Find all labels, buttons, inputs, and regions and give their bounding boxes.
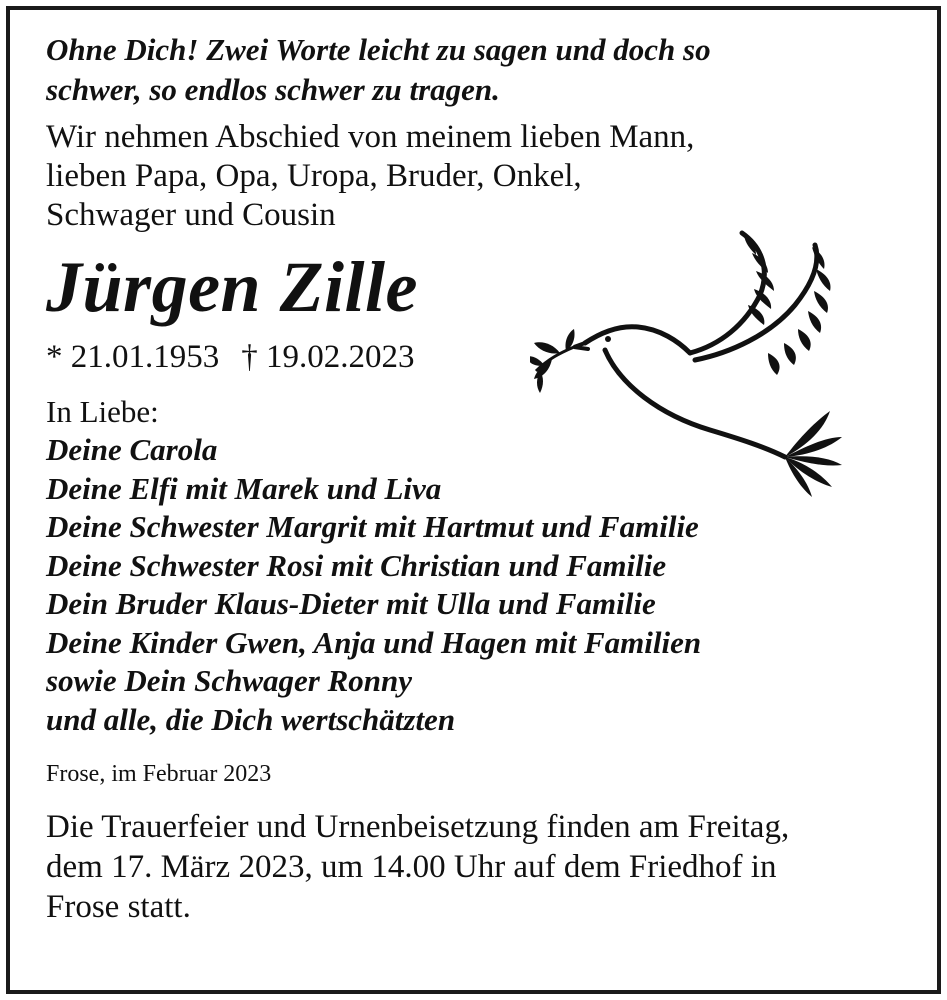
- in-love-label: In Liebe:: [46, 394, 159, 429]
- death-date: † 19.02.2023: [241, 339, 415, 375]
- dove-with-olive-branch-icon: [530, 225, 850, 505]
- mourner-item: sowie Dein Schwager Ronny: [46, 663, 413, 698]
- mourner-item: Deine Schwester Rosi mit Christian und Familie: [46, 547, 667, 583]
- mourner-item: Dein Bruder Klaus-Dieter mit Ulla und Familie: [46, 586, 656, 621]
- mourner-item: und alle, die Dich wertschätzten: [46, 701, 456, 737]
- ceremony-info: Die Trauerfeier und Urnenbeisetzung finden am Freitag, dem 17. März 2023, um 14.00 Uhr auf dem Friedhof in Frose statt.: [46, 809, 790, 925]
- tail-feathers: [785, 411, 842, 497]
- mourner-item: Deine Carola: [46, 432, 218, 467]
- deceased-name: Jürgen Zille: [46, 247, 419, 327]
- mourner-item: Deine Schwester Margrit mit Hartmut und Familie: [46, 509, 699, 544]
- farewell-intro: Wir nehmen Abschied von meinem lieben Mann, lieben Papa, Opa, Uropa, Bruder, Onkel, Schwager und Cousin: [46, 119, 695, 233]
- place-and-date: Frose, im Februar 2023: [46, 761, 272, 787]
- olive-branch: [530, 329, 575, 393]
- birth-date: * 21.01.1953: [46, 339, 220, 375]
- mourner-item: Deine Elfi mit Marek und Liva: [46, 470, 442, 506]
- mourner-item: Deine Kinder Gwen, Anja und Hagen mit Familien: [46, 624, 702, 660]
- poem-quote: Ohne Dich! Zwei Worte leicht zu sagen und doch so schwer, so endlos schwer zu tragen.: [46, 32, 711, 107]
